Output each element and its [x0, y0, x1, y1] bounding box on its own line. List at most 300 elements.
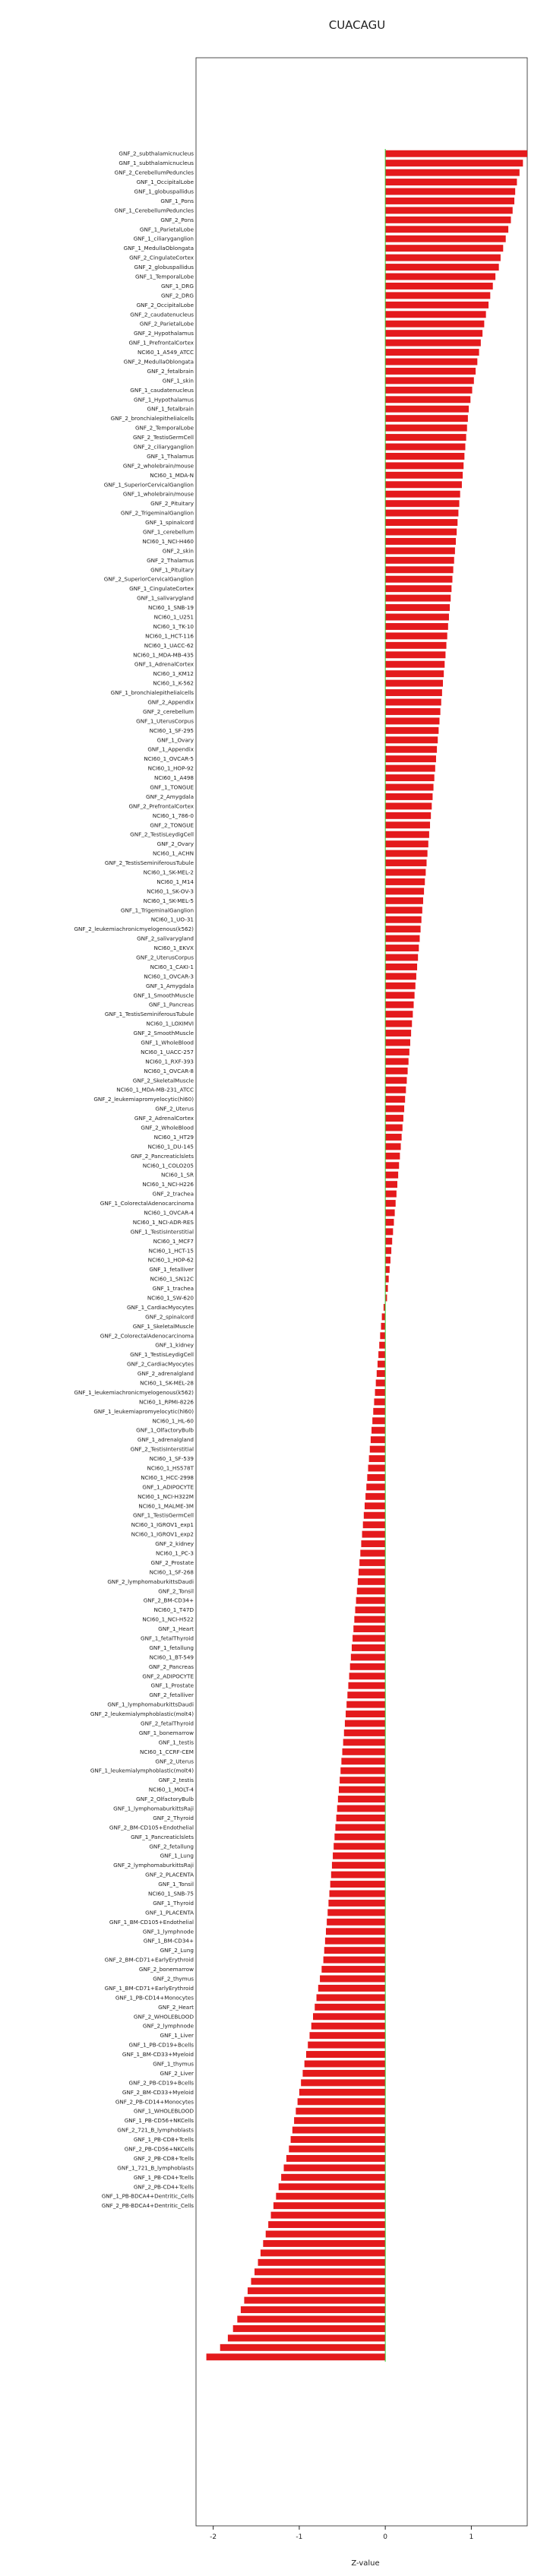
category-label: NCI60_1_U251 — [153, 613, 194, 621]
bar — [385, 1115, 403, 1122]
bar — [385, 255, 501, 261]
bar — [385, 897, 423, 904]
bar — [385, 642, 446, 649]
category-label: NCI60_1_MOLT-4 — [148, 1786, 194, 1793]
category-label: GNF_1_caudatenucleus — [130, 386, 194, 394]
bar — [361, 1540, 385, 1547]
bar — [306, 2051, 385, 2058]
bar — [337, 1805, 385, 1812]
bar — [371, 1436, 385, 1443]
category-label: GNF_1_wholebrain/mouse — [122, 490, 194, 498]
category-labels — [74, 150, 194, 2209]
category-label: GNF_2_PB-CD4+Tcells — [133, 2183, 194, 2191]
bar — [385, 188, 515, 195]
category-label: GNF_2_Tonsil — [158, 1587, 194, 1595]
bar — [385, 179, 517, 185]
bar — [385, 812, 431, 819]
category-label: GNF_2_bronchialepithelialcells — [110, 415, 194, 422]
category-label: NCI60_1_NCI-H322M — [138, 1492, 194, 1500]
category-label: GNF_2_Appendix — [147, 698, 194, 706]
category-label: GNF_2_Pituitary — [150, 500, 194, 508]
bar — [385, 859, 426, 866]
category-label: NCI60_1_EKVX — [153, 945, 194, 952]
category-label: GNF_1_Ovary — [157, 736, 194, 744]
bar — [296, 2108, 385, 2115]
category-label: GNF_1_BM-CD33+Myeloid — [122, 2051, 194, 2059]
bar — [385, 340, 481, 347]
bar — [385, 1087, 406, 1093]
category-label: GNF_1_lymphomaburkittsDaudi — [107, 1701, 194, 1708]
bar — [385, 359, 477, 366]
bar — [385, 576, 452, 583]
bar — [381, 1323, 385, 1330]
category-label: GNF_2_MedullaOblongata — [123, 358, 194, 366]
category-label: NCI60_1_A549_ATCC — [137, 349, 194, 356]
bar — [385, 945, 419, 951]
bar — [258, 2259, 386, 2266]
category-label: NCI60_1_HCT-116 — [145, 632, 194, 640]
x-tick-label: 0 — [383, 2533, 388, 2541]
category-label: GNF_2_fetallung — [149, 1843, 194, 1850]
category-label: NCI60_1_SK-MEL-2 — [143, 869, 194, 876]
x-tick-label: -2 — [210, 2533, 217, 2541]
category-label: GNF_2_cerebellum — [143, 707, 194, 715]
bar — [327, 1919, 385, 1926]
category-label: GNF_2_BM-CD105+Endothelial — [109, 1824, 194, 1831]
bar — [385, 387, 472, 394]
bar — [251, 2278, 385, 2285]
bar — [385, 708, 440, 715]
bar — [385, 831, 429, 838]
category-label: GNF_2_ColorectalAdenocarcinoma — [100, 1332, 194, 1340]
category-label: GNF_2_WholeBlood — [141, 1124, 194, 1131]
bar — [338, 1796, 385, 1802]
bar — [373, 1408, 385, 1415]
category-label: NCI60_1_IGROV1_exp1 — [131, 1521, 194, 1529]
bar — [385, 434, 466, 441]
bar — [365, 1493, 385, 1500]
bar — [248, 2287, 385, 2294]
category-label: NCI60_1_SK-OV-3 — [147, 888, 194, 895]
category-label: GNF_2_PrefrontalCortex — [128, 802, 194, 810]
category-label: GNF_2_TrigeminalGanglion — [120, 509, 194, 517]
bar — [385, 150, 527, 157]
bar — [228, 2334, 385, 2341]
category-label: GNF_2_OccipitalLobe — [136, 301, 194, 309]
bar — [347, 1691, 385, 1698]
category-label: GNF_2_Uterus — [155, 1758, 194, 1765]
bar — [385, 292, 490, 299]
category-label: GNF_2_TestisGermCell — [133, 434, 194, 441]
bar — [385, 1134, 402, 1141]
bar — [385, 595, 451, 602]
category-label: GNF_2_SmoothMuscle — [133, 1030, 194, 1037]
category-label: GNF_1_bronchialepithelialcells — [110, 689, 194, 697]
category-label: NCI60_1_ACHN — [152, 850, 194, 857]
category-label: NCI60_1_DU-145 — [147, 1143, 194, 1150]
bar — [385, 661, 444, 668]
bar — [359, 1559, 385, 1566]
bar — [317, 1994, 386, 2001]
category-label: NCI60_1_OVCAR-5 — [144, 755, 194, 763]
category-label: GNF_2_OlfactoryBulb — [136, 1796, 194, 1803]
bar — [340, 1777, 385, 1783]
category-label: GNF_1_testis — [158, 1739, 194, 1746]
category-label: NCI60_1_HOP-92 — [147, 764, 194, 772]
bar — [385, 670, 444, 677]
category-label: GNF_2_wholebrain/mouse — [122, 462, 194, 470]
x-axis-label: Z-value — [351, 2559, 380, 2568]
bar — [385, 1125, 403, 1131]
bar — [385, 1068, 407, 1074]
category-label: GNF_1_SuperiorCervicalGanglion — [103, 481, 194, 489]
bar — [385, 1162, 399, 1169]
bar — [368, 1465, 385, 1472]
category-label: GNF_1_SkeletalMuscle — [132, 1322, 194, 1330]
bar — [367, 1474, 385, 1481]
bar — [385, 689, 442, 696]
category-label: NCI60_1_KM12 — [153, 670, 194, 678]
category-label: GNF_1_PB-CD8+Tcells — [133, 2136, 194, 2144]
bar — [385, 1021, 412, 1027]
bar — [385, 1058, 409, 1065]
bar — [261, 2249, 385, 2256]
bar — [385, 547, 455, 554]
category-label: NCI60_1_MCF7 — [153, 1237, 194, 1245]
category-label: NCI60_1_SF-539 — [149, 1455, 194, 1463]
bar — [385, 321, 484, 328]
bar — [354, 1616, 385, 1623]
bar — [385, 973, 416, 979]
bar — [385, 406, 469, 413]
bar — [385, 1181, 397, 1188]
bar — [346, 1701, 385, 1708]
category-label: NCI60_1_T47D — [153, 1606, 194, 1614]
category-label: GNF_2_globuspallidus — [134, 264, 194, 271]
category-label: NCI60_1_A498 — [153, 774, 194, 782]
category-label: NCI60_1_TK-10 — [153, 622, 194, 630]
category-label: NCI60_1_MDA-MB-435 — [133, 651, 194, 659]
category-label: GNF_2_bonemarrow — [138, 1966, 194, 1973]
bar — [385, 377, 474, 384]
category-label: GNF_1_bonemarrow — [138, 1729, 194, 1736]
bar — [385, 916, 422, 923]
bar — [340, 1767, 385, 1774]
category-label: GNF_1_Amygdala — [146, 982, 194, 989]
bar — [385, 964, 417, 970]
category-label: GNF_1_DRG — [161, 282, 194, 290]
bar — [385, 736, 438, 743]
bar — [385, 274, 495, 280]
bar — [385, 983, 416, 989]
bar — [357, 1587, 385, 1594]
bar — [331, 1872, 385, 1878]
category-label: GNF_1_Pancreas — [148, 1001, 194, 1008]
bar — [274, 2202, 385, 2209]
category-label: GNF_2_fetalbrain — [147, 367, 194, 375]
category-label: NCI60_1_SNB-75 — [147, 1890, 194, 1897]
bar — [385, 699, 441, 706]
category-label: NCI60_1_MDA-MB-231_ATCC — [116, 1086, 194, 1093]
bar — [378, 1351, 385, 1358]
bar — [385, 472, 463, 479]
category-label: GNF_1_globuspallidus — [134, 188, 194, 195]
bar — [326, 1928, 385, 1935]
category-label: GNF_2_leukemiapromyelocytic(hl60) — [93, 1096, 194, 1103]
bar — [385, 500, 459, 507]
category-label: NCI60_1_RPMI-8226 — [139, 1398, 194, 1406]
category-label: GNF_2_PB-CD8+Tcells — [133, 2154, 194, 2162]
bar — [377, 1370, 385, 1377]
category-label: GNF_1_lymphnode — [142, 1928, 194, 1935]
bar — [364, 1512, 385, 1519]
bar — [313, 2013, 385, 2020]
category-label: NCI60_1_NCI-ADR-RES — [132, 1218, 194, 1226]
bar — [385, 415, 468, 422]
category-label: GNF_2_leukemiachronicmyelogenous(k562) — [74, 926, 194, 933]
bar — [385, 1257, 390, 1264]
bar — [334, 1843, 385, 1850]
category-label: GNF_2_PB-BDCA4+Dentritic_Cells — [101, 2202, 194, 2210]
category-label: NCI60_1_SR — [161, 1171, 194, 1179]
category-label: GNF_2_AdrenalCortex — [134, 1115, 194, 1122]
category-label: GNF_2_BM-CD71+EarlyErythroid — [104, 1956, 194, 1964]
category-label: GNF_2_lymphomaburkittsRaji — [113, 1862, 194, 1869]
category-label: NCI60_1_786-0 — [152, 812, 194, 819]
category-label: GNF_1_WholeBlood — [141, 1039, 194, 1046]
category-label: GNF_2_CingulateCortex — [129, 254, 194, 261]
bar — [320, 1976, 385, 1983]
bar — [385, 349, 479, 356]
bar — [385, 160, 523, 166]
category-label: NCI60_1_HL-60 — [152, 1417, 194, 1425]
bar — [308, 2042, 385, 2049]
category-label: GNF_2_SkeletalMuscle — [132, 1077, 194, 1084]
bar — [385, 802, 432, 809]
bar — [372, 1427, 385, 1434]
bar — [385, 623, 448, 630]
bar — [348, 1682, 385, 1689]
bar — [385, 1285, 387, 1292]
bar — [385, 198, 514, 204]
category-label: GNF_2_leukemialymphoblastic(molt4) — [90, 1710, 194, 1718]
bar — [330, 1881, 385, 1888]
category-label: GNF_2_ParietalLobe — [139, 320, 194, 328]
category-label: GNF_1_salivarygland — [137, 594, 194, 602]
category-label: NCI60_1_LOXIMVI — [146, 1020, 194, 1027]
bar — [281, 2174, 385, 2181]
bar — [374, 1398, 385, 1405]
bar — [289, 2146, 385, 2153]
bar — [385, 510, 458, 517]
bar — [344, 1729, 385, 1736]
bar — [385, 1049, 409, 1055]
category-label: GNF_2_caudatenucleus — [130, 311, 194, 318]
bar — [385, 793, 432, 800]
category-label: NCI60_1_PC-3 — [156, 1549, 194, 1557]
bar — [360, 1550, 385, 1557]
category-label: GNF_2_Amygdala — [146, 793, 194, 800]
bar — [330, 1891, 386, 1897]
category-label: GNF_1_spinalcord — [145, 519, 194, 527]
bar — [385, 1030, 411, 1036]
bar — [220, 2344, 385, 2351]
bar — [321, 1966, 385, 1973]
category-label: NCI60_1_HCC-2998 — [141, 1473, 194, 1481]
category-label: GNF_1_MedullaOblongata — [123, 245, 194, 252]
bar — [385, 1210, 394, 1217]
category-label: GNF_2_DRG — [161, 292, 194, 299]
category-label: GNF_1_CingulateCortex — [129, 585, 194, 593]
bar — [385, 236, 506, 242]
bar — [385, 169, 520, 176]
bar — [346, 1710, 385, 1717]
bar — [385, 888, 424, 894]
x-tick-label: -1 — [296, 2533, 303, 2541]
bar — [291, 2136, 386, 2143]
category-label: GNF_1_UterusCorpus — [136, 717, 194, 725]
category-label: GNF_1_adrenalgland — [137, 1436, 194, 1444]
category-label: GNF_2_lymphnode — [142, 2022, 194, 2030]
category-label: NCI60_1_SN12C — [150, 1275, 194, 1283]
bar — [385, 926, 420, 932]
category-label: GNF_1_CerebellumPeduncles — [114, 207, 194, 214]
bar — [349, 1673, 386, 1679]
category-label: GNF_1_Lung — [160, 1852, 194, 1859]
bar — [385, 491, 460, 498]
bar — [241, 2306, 385, 2313]
bar — [385, 1200, 396, 1207]
category-label: GNF_1_Thyroid — [153, 1899, 194, 1907]
bar — [286, 2155, 385, 2162]
category-label: GNF_1_thymus — [153, 2060, 194, 2068]
bar — [385, 245, 503, 252]
bar — [268, 2221, 385, 2228]
category-label: GNF_2_Lung — [160, 1947, 194, 1954]
category-label: NCI60_1_HS578T — [147, 1464, 194, 1472]
bar — [352, 1644, 385, 1651]
bar — [385, 217, 511, 223]
category-label: NCI60_1_CAKI-1 — [150, 963, 194, 970]
bar — [356, 1606, 386, 1613]
category-label: GNF_2_ciliaryganglion — [133, 443, 194, 451]
category-label: GNF_2_Pons — [160, 216, 194, 223]
category-label: GNF_2_Ovary — [157, 840, 194, 848]
category-label: NCI60_1_MALME-3M — [138, 1502, 194, 1510]
bar — [266, 2231, 385, 2238]
bar — [369, 1455, 386, 1462]
bar — [382, 1313, 386, 1320]
bar — [333, 1853, 385, 1859]
category-label: GNF_1_trachea — [152, 1285, 194, 1293]
bar — [385, 226, 508, 233]
category-label: GNF_1_TONGUE — [150, 783, 194, 791]
category-label: GNF_2_CerebellumPeduncles — [114, 169, 194, 176]
category-label: NCI60_1_SNB-19 — [147, 604, 194, 612]
bar — [385, 529, 457, 536]
bar — [332, 1862, 385, 1869]
bar — [343, 1739, 385, 1745]
category-label: GNF_1_BM-CD34+ — [143, 1937, 194, 1945]
bar — [385, 632, 447, 639]
category-label: GNF_2_thymus — [153, 1975, 194, 1983]
bar — [385, 1106, 404, 1112]
bar — [385, 557, 454, 564]
bar — [318, 1985, 385, 1992]
bar — [385, 538, 456, 545]
bar — [294, 2117, 385, 2124]
category-label: GNF_1_BM-CD71+EarlyErythroid — [104, 1984, 194, 1992]
bar — [385, 1143, 400, 1150]
bar — [311, 2023, 385, 2030]
category-label: NCI60_1_CCRF-CEM — [140, 1748, 194, 1755]
category-label: GNF_1_Prostate — [150, 1682, 194, 1689]
bar — [385, 869, 425, 876]
bar — [315, 2004, 385, 2011]
category-label: NCI60_1_OVCAR-8 — [144, 1067, 194, 1074]
bar — [385, 1228, 393, 1235]
category-label: GNF_1_leukemialymphoblastic(molt4) — [90, 1767, 194, 1774]
bar — [385, 368, 476, 375]
category-label: GNF_2_Thyroid — [153, 1814, 194, 1821]
x-tick-label: 1 — [469, 2533, 474, 2541]
category-label: NCI60_1_HCT-15 — [148, 1247, 194, 1255]
category-label: GNF_1_PB-BDCA4+Dentritic_Cells — [101, 2192, 194, 2200]
category-label: GNF_2_TONGUE — [150, 821, 194, 829]
bar — [385, 850, 427, 857]
bar — [385, 396, 470, 403]
bar — [353, 1625, 385, 1632]
category-label: NCI60_1_SK-MEL-5 — [143, 897, 194, 904]
category-label: GNF_2_Hypothalamus — [134, 330, 194, 337]
bar — [362, 1531, 386, 1538]
category-label: GNF_2_PLACENTA — [145, 1871, 194, 1878]
bar — [385, 1266, 390, 1273]
category-label: GNF_2_testis — [158, 1777, 194, 1784]
bar — [324, 1957, 386, 1964]
category-label: NCI60_1_OVCAR-4 — [144, 1209, 194, 1217]
bar — [327, 1909, 385, 1916]
bar — [379, 1342, 385, 1349]
bar — [302, 2070, 385, 2077]
category-label: GNF_1_fetalliver — [149, 1266, 194, 1274]
category-label: NCI60_1_IGROV1_exp2 — [131, 1530, 194, 1538]
category-label: NCI60_1_M14 — [157, 878, 194, 885]
category-label: GNF_2_PB-CD56+NKCells — [124, 2145, 194, 2153]
category-label: GNF_2_PB-CD14+Monocytes — [115, 2098, 194, 2106]
category-label: GNF_1_721_B_lymphoblasts — [117, 2164, 194, 2172]
bar — [385, 1172, 398, 1179]
bar — [385, 651, 445, 658]
category-label: GNF_2_salivarygland — [137, 935, 194, 942]
category-label: GNF_1_ColorectalAdenocarcinoma — [100, 1200, 194, 1207]
category-label: GNF_1_TrigeminalGanglion — [120, 907, 194, 914]
category-label: GNF_1_ADIPOCYTE — [142, 1483, 194, 1491]
category-label: NCI60_1_RXF-393 — [145, 1058, 194, 1065]
category-label: GNF_2_CardiacMyocytes — [126, 1360, 194, 1368]
bar — [359, 1568, 385, 1575]
category-label: GNF_2_skin — [162, 547, 194, 555]
bar — [341, 1758, 385, 1764]
bar — [385, 425, 467, 432]
category-label: GNF_2_Thalamus — [147, 556, 194, 564]
category-label: GNF_2_kidney — [155, 1540, 194, 1548]
category-label: GNF_1_kidney — [155, 1341, 194, 1349]
bar — [385, 907, 422, 913]
bar — [385, 1077, 406, 1084]
bar — [385, 1191, 397, 1198]
bar — [325, 1938, 385, 1945]
